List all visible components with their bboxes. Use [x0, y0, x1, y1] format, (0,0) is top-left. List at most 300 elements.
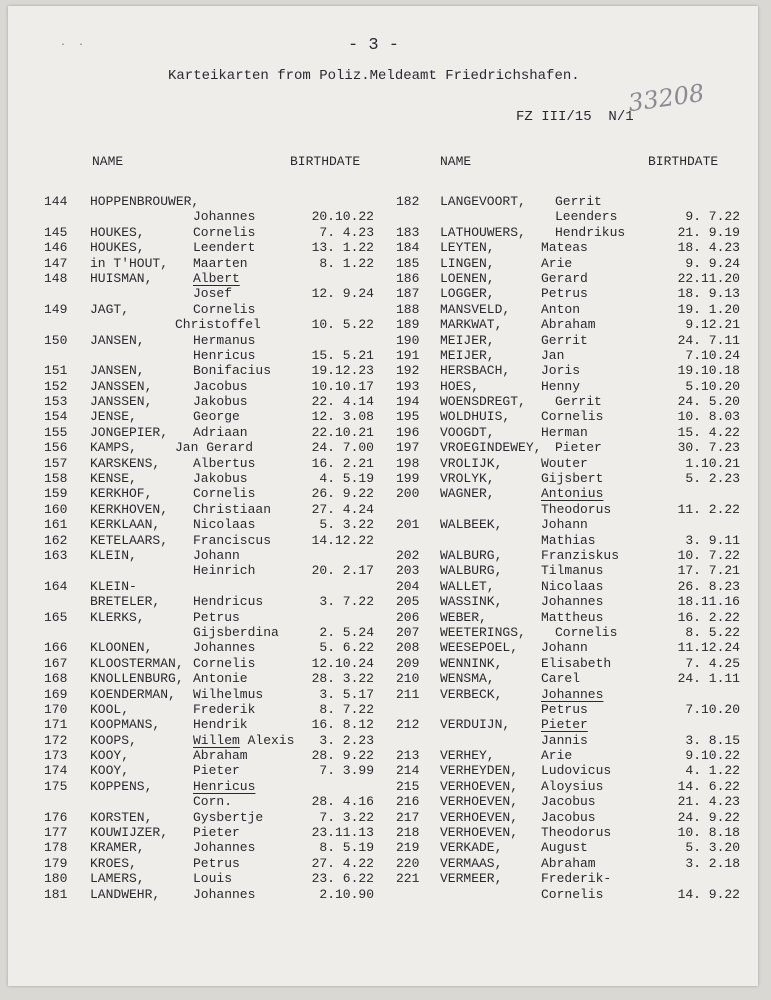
entry-birthdate: 18. 9.13 — [677, 286, 740, 302]
entry-given-name: Maarten — [193, 255, 248, 271]
entry-surname: JENSE, — [90, 409, 137, 425]
entry-birthdate: 10. 8.03 — [677, 409, 740, 425]
entry-number: 213 — [396, 748, 420, 764]
entry-birthdate: 5.10.20 — [685, 378, 740, 394]
entry-surname: HOUKES, — [90, 240, 145, 256]
entry-birthdate: 24. 7.11 — [677, 332, 740, 348]
entry-given-name: Albertus — [193, 455, 256, 471]
entry-row — [0, 486, 760, 501]
entry-birthdate: 10.10.17 — [311, 378, 374, 394]
entry-given-name: Franziskus — [541, 547, 620, 563]
entry-birthdate: 3. 2.23 — [319, 732, 374, 748]
entry-birthdate: 8. 5.22 — [685, 624, 740, 640]
entry-given-name: Henricus — [193, 347, 256, 363]
entry-surname: KAMPS, — [90, 440, 137, 456]
entry-birthdate: 12. 3.08 — [311, 409, 374, 425]
entry-given-name: Mateas — [541, 240, 588, 256]
entry-birthdate: 22.11.20 — [677, 270, 740, 286]
entry-given-name: Theodorus — [541, 501, 612, 517]
entry-row — [0, 333, 760, 348]
entry-birthdate: 4. 1.22 — [685, 763, 740, 779]
entry-surname: WALLET, — [440, 578, 495, 594]
entry-surname: HERSBACH, — [440, 363, 511, 379]
entry-given-name: Jacobus — [541, 794, 596, 810]
entry-number: 151 — [44, 363, 68, 379]
right-entry-list — [0, 194, 760, 902]
entry-surname: VROEGINDEWEY, — [440, 440, 542, 456]
entry-given-name: Cornelis — [193, 301, 256, 317]
entry-number: 158 — [44, 471, 68, 487]
entry-given-name: Abraham — [541, 855, 596, 871]
entry-birthdate: 4. 5.19 — [319, 471, 374, 487]
entry-row — [0, 502, 760, 517]
entry-birthdate: 13. 1.22 — [311, 240, 374, 256]
entry-given-name: Josef — [193, 286, 233, 302]
entry-row — [0, 256, 760, 271]
entry-given-name: Theodorus — [541, 825, 612, 841]
entry-surname: KOOL, — [90, 701, 130, 717]
entry-surname: KOOPS, — [90, 732, 137, 748]
entry-birthdate: 9.10.22 — [685, 748, 740, 764]
entry-given-name: Franciscus — [193, 532, 272, 548]
entry-number: 160 — [44, 501, 68, 517]
entry-number: 166 — [44, 640, 68, 656]
entry-given-name: Jakobus — [193, 394, 248, 410]
entry-surname: HOES, — [440, 378, 480, 394]
entry-surname: VOOGDT, — [440, 424, 495, 440]
entry-surname: JANSSEN, — [90, 378, 153, 394]
entry-row — [0, 887, 760, 902]
entry-surname: WEESEPOEL, — [440, 640, 519, 656]
entry-row — [0, 717, 760, 732]
entry-number: 218 — [396, 825, 420, 841]
entry-number: 152 — [44, 378, 68, 394]
entry-row — [0, 394, 760, 409]
entry-given-name: Jannis — [541, 732, 588, 748]
entry-surname: VERBECK, — [440, 686, 503, 702]
entry-birthdate: 3. 9.11 — [685, 532, 740, 548]
entry-number: 177 — [44, 825, 68, 841]
entry-birthdate: 15. 5.21 — [311, 347, 374, 363]
entry-given-name: Frederik — [193, 701, 256, 717]
entry-surname: JANSEN, — [90, 332, 145, 348]
entry-number: 208 — [396, 640, 420, 656]
entry-number: 196 — [396, 424, 420, 440]
entry-row — [0, 856, 760, 871]
entry-given-name: Jacobus — [193, 378, 248, 394]
entry-birthdate: 7. 3.22 — [319, 809, 374, 825]
entry-number: 204 — [396, 578, 420, 594]
entry-number: 202 — [396, 547, 420, 563]
entry-birthdate: 22.10.21 — [311, 424, 374, 440]
left-birthdate-header: BIRTHDATE — [290, 154, 361, 169]
entry-number: 199 — [396, 471, 420, 487]
entry-given-name: Aloysius — [541, 778, 604, 794]
entry-surname: WOLDHUIS, — [440, 409, 511, 425]
entry-number: 192 — [396, 363, 420, 379]
entry-given-name: Corn. — [193, 794, 233, 810]
entry-number: 215 — [396, 778, 420, 794]
entry-row — [0, 610, 760, 625]
entry-surname: VERHOEVEN, — [440, 825, 519, 841]
entry-number: 172 — [44, 732, 68, 748]
entry-row — [0, 656, 760, 671]
entry-row — [0, 825, 760, 840]
entry-surname: KORSTEN, — [90, 809, 153, 825]
entry-number: 144 — [44, 194, 68, 209]
entry-surname: VERKADE, — [440, 840, 503, 856]
entry-row — [0, 317, 760, 332]
entry-given-name: Cornelis — [555, 624, 618, 640]
entry-birthdate: 8. 1.22 — [319, 255, 374, 271]
entry-number: 171 — [44, 717, 68, 733]
entry-given-name: Johannes — [193, 840, 256, 856]
entry-given-name: Petrus — [541, 701, 588, 717]
entry-surname: KOOPMANS, — [90, 717, 161, 733]
entry-number: 157 — [44, 455, 68, 471]
entry-birthdate: 26. 8.23 — [677, 578, 740, 594]
entry-surname: KERKLAAN, — [90, 517, 161, 533]
entry-row — [0, 548, 760, 563]
entry-birthdate: 16. 2.21 — [311, 455, 374, 471]
entry-given-name: Arie — [541, 255, 573, 271]
entry-surname: KOENDERMAN, — [90, 686, 176, 702]
entry-row — [0, 640, 760, 655]
entry-given-name: Johannes — [193, 886, 256, 902]
entry-row — [0, 840, 760, 855]
entry-given-name: Jan — [541, 347, 565, 363]
entry-given-name: Pieter — [541, 717, 588, 733]
entry-surname: WENSMA, — [440, 671, 495, 687]
entry-row — [0, 517, 760, 532]
entry-given-name: August — [541, 840, 588, 856]
entry-given-name: Frederik- — [541, 871, 612, 887]
entry-surname: KERKHOVEN, — [90, 501, 169, 517]
entry-given-name: Gerrit — [555, 194, 602, 209]
entry-number: 147 — [44, 255, 68, 271]
entry-given-name: Johannes — [541, 594, 604, 610]
entry-row — [0, 733, 760, 748]
entry-given-name: Bonifacius — [193, 363, 272, 379]
entry-row — [0, 456, 760, 471]
entry-number: 146 — [44, 240, 68, 256]
entry-birthdate: 10. 5.22 — [311, 317, 374, 333]
entry-number: 164 — [44, 578, 68, 594]
entry-number: 191 — [396, 347, 420, 363]
entry-surname: KETELAARS, — [90, 532, 169, 548]
right-birthdate-header: BIRTHDATE — [648, 154, 719, 169]
entry-number: 216 — [396, 794, 420, 810]
entry-surname: VERHEYDEN, — [440, 763, 519, 779]
entry-surname: LOENEN, — [440, 270, 495, 286]
entry-surname: VERHOEVEN, — [440, 778, 519, 794]
entry-surname: JANSEN, — [90, 363, 145, 379]
entry-row — [0, 779, 760, 794]
entry-surname: VROLYK, — [440, 471, 495, 487]
entry-given-name: Arie — [541, 748, 573, 764]
entry-surname: in T'HOUT, — [90, 255, 169, 271]
entry-row — [0, 687, 760, 702]
entry-given-name: Herman — [541, 424, 588, 440]
entry-given-name: Nicolaas — [193, 517, 256, 533]
entry-number: 211 — [396, 686, 420, 702]
entry-birthdate: 11. 2.22 — [677, 501, 740, 517]
entry-number: 183 — [396, 224, 420, 240]
entry-number: 176 — [44, 809, 68, 825]
entry-number: 175 — [44, 778, 68, 794]
entry-surname: MEIJER, — [440, 347, 495, 363]
entry-surname: KLEIN, — [90, 547, 137, 563]
entry-surname: KLOOSTERMAN, — [90, 655, 184, 671]
entry-number: 206 — [396, 609, 420, 625]
entry-birthdate: 23.11.13 — [311, 825, 374, 841]
entry-number: 182 — [396, 194, 420, 209]
entry-birthdate: 30. 7.23 — [677, 440, 740, 456]
entry-row — [0, 209, 760, 224]
entry-birthdate: 22. 4.14 — [311, 394, 374, 410]
entry-given-name: Jakobus — [193, 471, 248, 487]
entry-birthdate: 28. 9.22 — [311, 748, 374, 764]
entry-number: 179 — [44, 855, 68, 871]
entry-number: 162 — [44, 532, 68, 548]
entry-birthdate: 9.12.21 — [685, 317, 740, 333]
entry-surname: KERKHOF, — [90, 486, 153, 502]
entry-number: 201 — [396, 517, 420, 533]
entry-surname: JANSSEN, — [90, 394, 153, 410]
entry-birthdate: 17. 7.21 — [677, 563, 740, 579]
entry-number: 155 — [44, 424, 68, 440]
entry-given-name: Ludovicus — [541, 763, 612, 779]
entry-given-name: Mathias — [541, 532, 596, 548]
entry-given-name: Cornelis — [193, 486, 256, 502]
entry-number: 194 — [396, 394, 420, 410]
entry-birthdate: 2. 5.24 — [319, 624, 374, 640]
entry-birthdate: 21. 4.23 — [677, 794, 740, 810]
entry-birthdate: 7. 4.23 — [319, 224, 374, 240]
entry-number: 186 — [396, 270, 420, 286]
entry-surname: HOPPENBROUWER, — [90, 194, 200, 209]
entry-number: 187 — [396, 286, 420, 302]
entry-given-name: Joris — [541, 363, 581, 379]
entry-given-name: Petrus — [193, 855, 240, 871]
entry-given-name: Mattheus — [541, 609, 604, 625]
entry-birthdate: 27. 4.22 — [311, 855, 374, 871]
entry-given-name: Wouter — [541, 455, 588, 471]
entry-row — [0, 302, 760, 317]
right-name-header: NAME — [440, 154, 472, 169]
entry-birthdate: 5. 3.22 — [319, 517, 374, 533]
entry-birthdate: 21. 9.19 — [677, 224, 740, 240]
entry-surname: LINGEN, — [440, 255, 495, 271]
entry-birthdate: 11.12.24 — [677, 640, 740, 656]
entry-surname: KOOY, — [90, 748, 130, 764]
entry-given-name: Adriaan — [193, 424, 248, 440]
entry-birthdate: 3. 7.22 — [319, 594, 374, 610]
entry-row — [0, 563, 760, 578]
entry-row — [0, 271, 760, 286]
entry-birthdate: 8. 7.22 — [319, 701, 374, 717]
entry-birthdate: 18.11.16 — [677, 594, 740, 610]
document-title: Karteikarten from Poliz.Meldeamt Friedrichshafen. — [168, 68, 580, 84]
entry-number: 212 — [396, 717, 420, 733]
entry-surname: KNOLLENBURG, — [90, 671, 184, 687]
entry-number: 173 — [44, 748, 68, 764]
entry-row — [0, 425, 760, 440]
entry-birthdate: 9. 7.22 — [685, 209, 740, 225]
entry-row — [0, 194, 760, 209]
entry-number: 219 — [396, 840, 420, 856]
entry-surname: WALBEEK, — [440, 517, 503, 533]
entry-surname: MANSVELD, — [440, 301, 511, 317]
entry-row — [0, 763, 760, 778]
entry-given-name: Pieter — [193, 763, 240, 779]
entry-row — [0, 579, 760, 594]
entry-birthdate: 7. 4.25 — [685, 655, 740, 671]
entry-number: 189 — [396, 317, 420, 333]
entry-birthdate: 10. 8.18 — [677, 825, 740, 841]
entry-number: 207 — [396, 624, 420, 640]
entry-birthdate: 14.12.22 — [311, 532, 374, 548]
entry-given-name: Leendert — [193, 240, 256, 256]
entry-given-name: Cornelis — [541, 886, 604, 902]
entry-number: 214 — [396, 763, 420, 779]
entry-given-name: Christoffel — [175, 317, 261, 333]
entry-surname: VERHOEVEN, — [440, 794, 519, 810]
entry-row — [0, 594, 760, 609]
entry-number: 220 — [396, 855, 420, 871]
entry-surname: VERHOEVEN, — [440, 809, 519, 825]
entry-birthdate: 15. 4.22 — [677, 424, 740, 440]
entry-given-name: Heinrich — [193, 563, 256, 579]
entry-number: 185 — [396, 255, 420, 271]
entry-number: 210 — [396, 671, 420, 687]
entry-given-name: Gysbertje — [193, 809, 264, 825]
entry-number: 161 — [44, 517, 68, 533]
entry-birthdate: 8. 5.19 — [319, 840, 374, 856]
entry-surname: VERMAAS, — [440, 855, 503, 871]
entry-birthdate: 5. 2.23 — [685, 471, 740, 487]
entry-birthdate: 3. 5.17 — [319, 686, 374, 702]
entry-given-name: Nicolaas — [541, 578, 604, 594]
entry-surname: LANDWEHR, — [90, 886, 161, 902]
entry-surname: KOUWIJZER, — [90, 825, 169, 841]
entry-birthdate: 12.10.24 — [311, 655, 374, 671]
entry-number: 174 — [44, 763, 68, 779]
entry-given-name: Abraham — [193, 748, 248, 764]
entry-surname: HUISMAN, — [90, 270, 153, 286]
entry-surname: WOENSDREGT, — [440, 394, 526, 410]
entry-row — [0, 533, 760, 548]
entry-given-name: Johann — [541, 517, 588, 533]
entry-surname: MARKWAT, — [440, 317, 503, 333]
entry-row — [0, 225, 760, 240]
entry-birthdate: 16. 2.22 — [677, 609, 740, 625]
entry-birthdate: 23. 6.22 — [311, 871, 374, 887]
entry-given-name: Wilhelmus — [193, 686, 264, 702]
entry-number: 153 — [44, 394, 68, 410]
entry-birthdate: 5. 3.20 — [685, 840, 740, 856]
entry-given-name: Johannes — [193, 209, 256, 225]
entry-surname: VERHEY, — [440, 748, 495, 764]
entry-surname: VERDUIJN, — [440, 717, 511, 733]
entry-number: 163 — [44, 547, 68, 563]
entry-number: 168 — [44, 671, 68, 687]
entry-given-name: Henricus — [193, 778, 256, 794]
entry-given-name: Cornelis — [193, 655, 256, 671]
entry-birthdate: 18. 4.23 — [677, 240, 740, 256]
entry-given-name: Leenders — [555, 209, 618, 225]
entry-number: 198 — [396, 455, 420, 471]
document-page — [8, 6, 758, 986]
entry-birthdate: 3. 2.18 — [685, 855, 740, 871]
entry-given-name: Cornelis — [193, 224, 256, 240]
entry-given-name: Anton — [541, 301, 581, 317]
entry-birthdate: 28. 4.16 — [311, 794, 374, 810]
entry-number: 145 — [44, 224, 68, 240]
entry-given-name: Gijsberdina — [193, 624, 279, 640]
entry-row — [0, 471, 760, 486]
entry-number: 193 — [396, 378, 420, 394]
entry-surname: BRETELER, — [90, 594, 161, 610]
entry-row — [0, 625, 760, 640]
entry-row — [0, 702, 760, 717]
entry-birthdate: 3. 8.15 — [685, 732, 740, 748]
entry-number: 181 — [44, 886, 68, 902]
entry-given-name: Albert — [193, 270, 240, 286]
entry-surname: KOPPENS, — [90, 778, 153, 794]
entry-given-name: Elisabeth — [541, 655, 612, 671]
handwritten-stamp: 33208 — [626, 78, 706, 118]
entry-birthdate: 20.10.22 — [311, 209, 374, 225]
entry-row — [0, 240, 760, 255]
entry-birthdate: 24. 7.00 — [311, 440, 374, 456]
entry-given-name: Gerrit — [541, 332, 588, 348]
entry-surname: WEETERINGS, — [440, 624, 526, 640]
entry-number: 205 — [396, 594, 420, 610]
entry-given-name: Willem Alexis — [193, 732, 295, 748]
entry-number: 149 — [44, 301, 68, 317]
entry-given-name: Antonie — [193, 671, 248, 687]
entry-surname: VERMEER, — [440, 871, 503, 887]
entry-birthdate: 14. 9.22 — [677, 886, 740, 902]
entry-surname: JAGT, — [90, 301, 130, 317]
entry-given-name: Johann — [193, 547, 240, 563]
entry-birthdate: 5. 6.22 — [319, 640, 374, 656]
entry-birthdate: 2.10.90 — [319, 886, 374, 902]
entry-number: 184 — [396, 240, 420, 256]
entry-number: 148 — [44, 270, 68, 286]
entry-birthdate: 12. 9.24 — [311, 286, 374, 302]
entry-number: 188 — [396, 301, 420, 317]
entry-given-name: Abraham — [541, 317, 596, 333]
entry-number: 217 — [396, 809, 420, 825]
entry-given-name: Pieter — [555, 440, 602, 456]
entry-surname: KLERKS, — [90, 609, 145, 625]
entry-surname: KLEIN- — [90, 578, 137, 594]
entry-birthdate: 24. 5.20 — [677, 394, 740, 410]
entry-number: 167 — [44, 655, 68, 671]
entry-birthdate: 26. 9.22 — [311, 486, 374, 502]
entry-surname: MEIJER, — [440, 332, 495, 348]
entry-number: 180 — [44, 871, 68, 887]
entry-given-name: Pieter — [193, 825, 240, 841]
entry-given-name: Jan Gerard — [175, 440, 254, 456]
entry-surname: LAMERS, — [90, 871, 145, 887]
entry-given-name: Antonius — [541, 486, 604, 502]
entry-number: 195 — [396, 409, 420, 425]
entry-given-name: Cornelis — [541, 409, 604, 425]
entry-surname: KENSE, — [90, 471, 137, 487]
